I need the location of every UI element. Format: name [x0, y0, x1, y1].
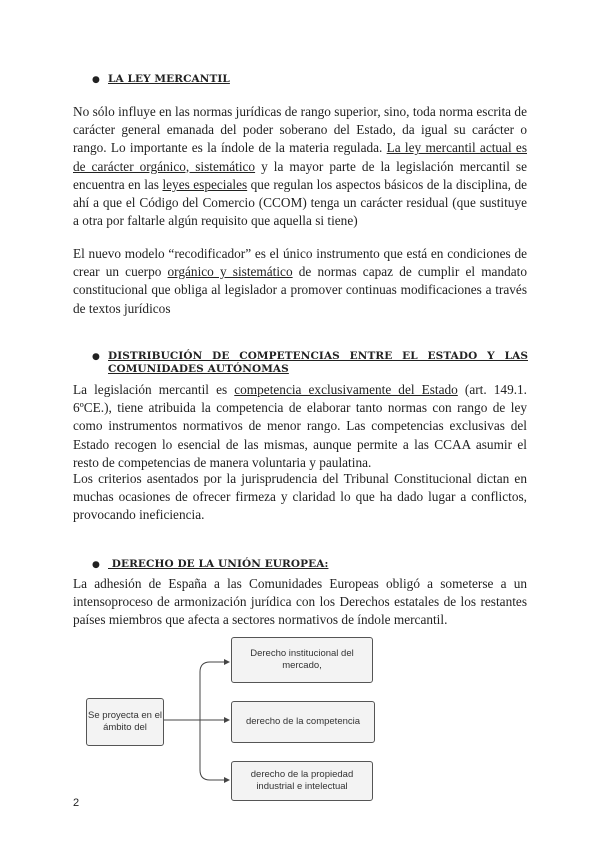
text: El nuevo modelo “recodificador” es el único instrumento que está en condiciones de crear un cuerpo [73, 246, 527, 280]
diagram-target-box-3: derecho de la propiedad industrial e intelectual [231, 761, 373, 801]
text: (art. 149.1. 6ºCE.), tiene atribuida la competencia de elaborar tanto normas con rango de ley como instrumentos normativos de menor rango. Las competencias exclusivas del Estado recogen lo esencial de las mismas, aunque permite a las CCAA asumir el resto de competencias de manera voluntaria y paulatina. [73, 382, 528, 470]
text: y la mayor parte de la legislación mercantil se encuentra en las [73, 158, 527, 192]
bullet-icon: ● [92, 75, 100, 85]
page-number: 2 [73, 797, 80, 809]
bullet-icon: ● [92, 352, 100, 362]
text: de normas capaz de cumplir el mandato constitucional que obliga al legislador a promover continuas modificaciones a través de textos jurídicos [73, 264, 527, 316]
arrow-head-icon [224, 717, 230, 723]
underlined-text: La ley mercantil actual es de carácter orgánico, sistemático [73, 140, 527, 174]
text: La legislación mercantil es [73, 382, 235, 397]
arrow-head-icon [224, 777, 230, 783]
bullet-icon: ● [92, 560, 100, 570]
heading-text: DERECHO DE LA UNIÓN EUROPEA: [108, 558, 329, 570]
arrow-head-icon [224, 659, 230, 665]
text: No sólo influye en las normas jurídicas de rango superior, sino, toda norma escrita de carácter general emanada del poder soberano del Estado, da igual su carácter o rango. Lo importante es la índole de la materia regulada. [73, 104, 527, 156]
connector-bracket [200, 662, 210, 780]
paragraph-distribucion-2: Los criterios asentados por la jurisprudencia del Tribunal Constitucional dictan en muchas ocasiones de ofrecer firmeza y claridad lo que ha dado lugar a conflictos, provocando ineficiencia. [73, 471, 527, 523]
underlined-text: leyes especiales [162, 176, 248, 192]
paragraph-union-europea: La adhesión de España a las Comunidades Europeas obligó a someterse a un intensoproceso de armonización jurídica con los Derechos estatales de los restantes países miembros que afecta a sectores normativos de índole mercantil. [73, 576, 527, 628]
diagram-target-box-1: Derecho institucional del mercado, [231, 637, 373, 683]
text: que regulan los aspectos básicos de la disciplina, de ahí a que el Código del Comercio (CCOM) tenga un carácter residual (que sustituye a otra por faltarle algún requisito que aquella si tiene) [73, 176, 528, 229]
heading-text: LA LEY MERCANTIL [108, 73, 230, 85]
underlined-text: competencia exclusivamente del Estado [234, 382, 458, 397]
diagram-source-box: Se proyecta en el ámbito del [86, 698, 164, 746]
diagram-target-box-2: derecho de la competencia [231, 701, 375, 743]
underlined-text: orgánico y sistemático [167, 264, 293, 280]
heading-text: DISTRIBUCIÓN DE COMPETENCIAS ENTRE EL ESTADO Y LAS COMUNIDADES AUTÓNOMAS [108, 350, 528, 375]
